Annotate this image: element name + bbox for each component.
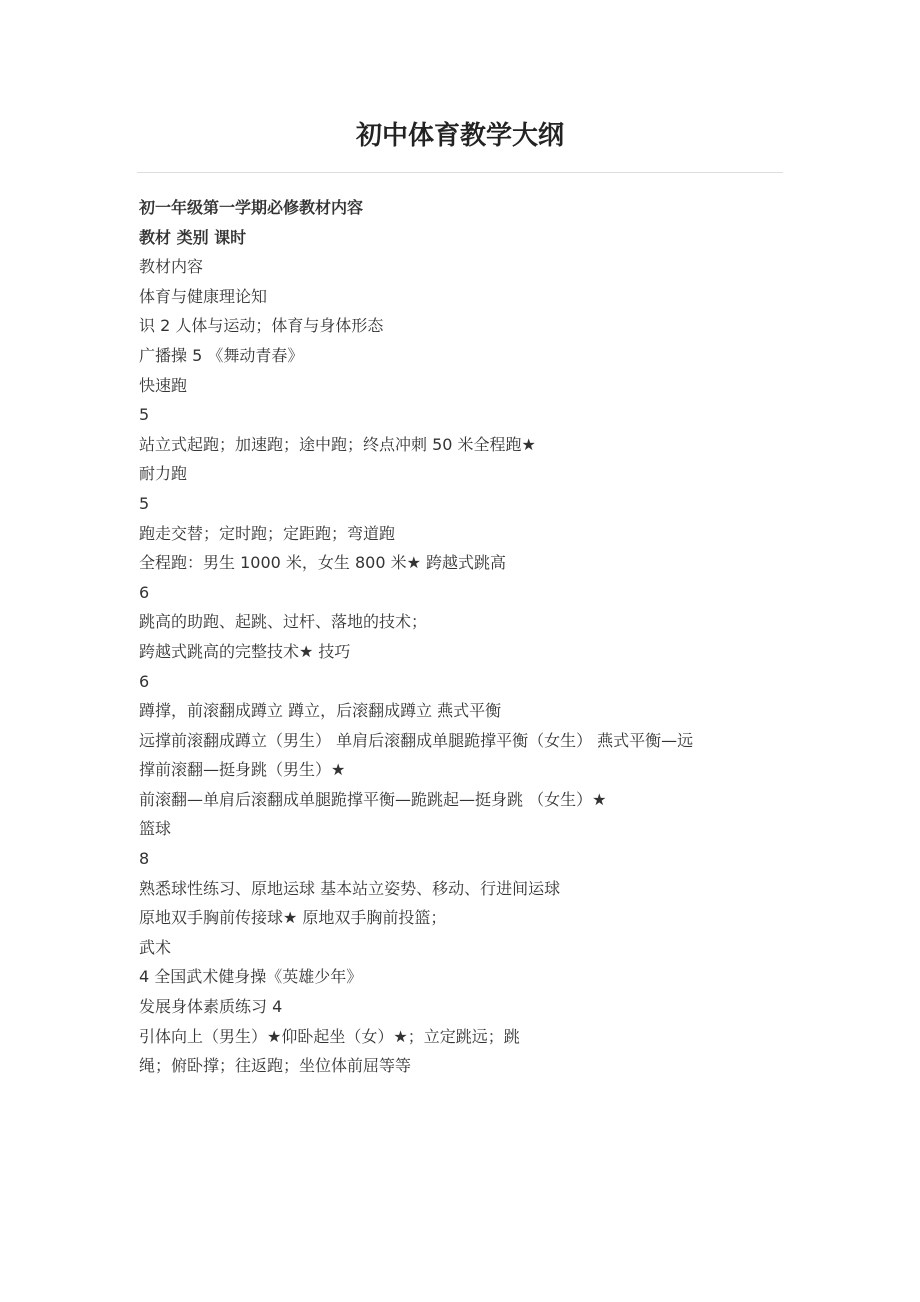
text-line: 广播操 5 《舞动青春》 — [139, 345, 304, 365]
text-line: 篮球 — [139, 819, 172, 839]
title-divider — [137, 172, 783, 173]
text-line: 原地双手胸前传接球★ 原地双手胸前投篮； — [139, 908, 447, 928]
text-line: 发展身体素质练习 4 — [139, 997, 283, 1017]
text-line: 跨越式跳高的完整技术★ 技巧 — [139, 641, 351, 661]
text-line: 远撑前滚翻成蹲立（男生） 单肩后滚翻成单腿跪撑平衡（女生） 燕式平衡—远 — [139, 730, 694, 750]
text-line: 绳；俯卧撑；往返跑；坐位体前屈等等 — [139, 1056, 412, 1076]
text-line: 全程跑：男生 1000 米，女生 800 米★ 跨越式跳高 — [139, 553, 507, 573]
document-body — [139, 193, 789, 1081]
text-line: 体育与健康理论知 — [139, 286, 268, 306]
text-line: 5 — [139, 493, 150, 513]
text-line: 教材内容 — [139, 257, 204, 277]
text-line: 识 2 人体与运动；体育与身体形态 — [139, 316, 384, 336]
text-line: 蹲撑，前滚翻成蹲立 蹲立，后滚翻成蹲立 燕式平衡 — [139, 701, 502, 721]
text-line: 熟悉球性练习、原地运球 基本站立姿势、移动、行进间运球 — [139, 878, 561, 898]
section-heading: 初一年级第一学期必修教材内容 — [139, 198, 364, 217]
text-line: 跳高的助跑、起跳、过杆、落地的技术； — [139, 612, 428, 632]
text-line: 4 全国武术健身操《英雄少年》 — [139, 967, 363, 987]
text-line: 6 — [139, 671, 150, 691]
text-line: 跑走交替；定时跑；定距跑；弯道跑 — [139, 523, 396, 543]
text-line: 5 — [139, 405, 150, 425]
text-line: 快速跑 — [139, 375, 188, 395]
text-line: 引体向上（男生）★仰卧起坐（女）★；立定跳远；跳 — [139, 1026, 520, 1046]
text-line: 8 — [139, 849, 150, 869]
page-title: 初中体育教学大纲 — [355, 121, 564, 151]
text-line: 6 — [139, 582, 150, 602]
text-line: 站立式起跑；加速跑；途中跑；终点冲刺 50 米全程跑★ — [139, 434, 536, 454]
text-line: 撑前滚翻—挺身跳（男生）★ — [139, 760, 346, 780]
section-heading: 教材 类别 课时 — [139, 227, 247, 247]
text-line: 前滚翻—单肩后滚翻成单腿跪撑平衡—跪跳起—挺身跳 （女生）★ — [139, 789, 607, 809]
text-line: 武术 — [139, 937, 172, 957]
text-line: 耐力跑 — [139, 464, 188, 484]
